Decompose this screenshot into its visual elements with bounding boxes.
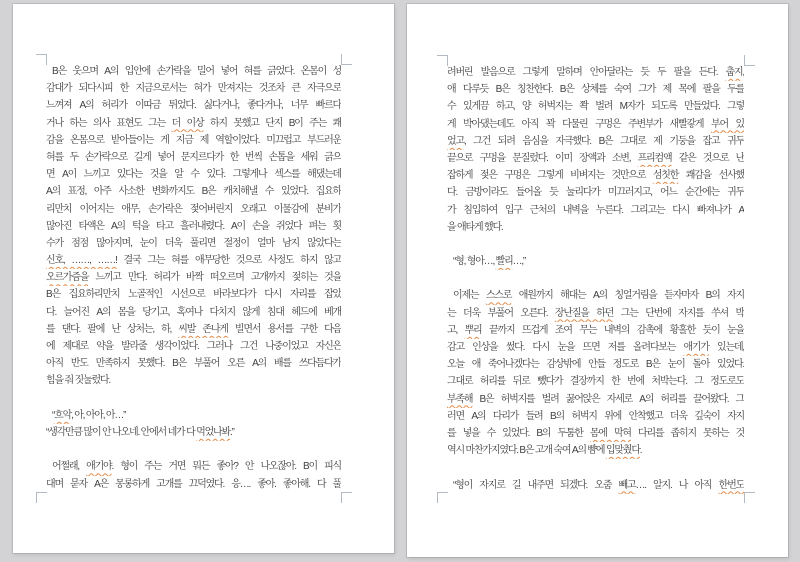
- text-line: [447, 442, 744, 459]
- text-segment: 오늘 애 죽어나겠다는 감상밖에 안들 정도로 B은 눈이 돌아 있었다.: [447, 359, 744, 371]
- text-segment: 아직 반도 만족하지 못했다. B은 부풀어 오른 A의 배를 쓰다듬다가: [46, 358, 341, 370]
- misspelled-text: 한번도: [718, 479, 744, 491]
- text-segment: “생각만큼 많이 안 나오네. 안에서 네가 다: [46, 426, 197, 438]
- text-boundary-mark-top-right: [744, 55, 755, 66]
- text-line: [447, 116, 744, 133]
- text-segment: 를 댄다. 팔에 난 상처는, 하,: [46, 323, 179, 335]
- text-segment: 애 다루듯 B은 칭찬한다. B은 상체를 숙여 그가 제 목에 팔을 두를: [447, 84, 744, 96]
- text-segment: 를 넣을 수 있었다. B의 두툼한: [447, 427, 590, 439]
- text-line: [447, 322, 744, 339]
- text-segment: “: [52, 409, 55, 421]
- text-segment: 다리를 좁히지 못하는 것: [630, 427, 744, 439]
- document-page-right: [407, 4, 788, 557]
- text-segment: B은 집요하리만치 노골적인 시선으로 바라보다가 다시 자리를 잡았: [46, 289, 341, 301]
- text-segment: 가 침입하여 입구 근처의 내벽을 누른다. 그리고는 다시 빠져나가 A: [447, 204, 744, 216]
- text-line: [46, 183, 341, 200]
- text-segment: 쾌감을 선사했: [678, 170, 744, 182]
- text-segment: . 형이 주는 거면 뭐든 좋아? 안 나오잖아. B이 피식: [111, 461, 341, 473]
- text-line: [447, 287, 744, 304]
- text-segment: 수 있게끔 하고, 양 허벅지는 쫙 벌려 M자가 되도록 만들었다. 그렇: [447, 101, 744, 113]
- text-segment: “형이 자지로 길 내주면 되겠다. 오줌: [453, 479, 619, 491]
- text-line: [46, 476, 341, 493]
- text-segment: 에 제대로 약을 발라줄 생각이었다. 그러나 그건 나중이었고 자신은: [46, 341, 341, 352]
- misspelled-text: 섬칫한: [652, 170, 679, 182]
- text-line: [447, 477, 744, 494]
- text-line: [46, 407, 341, 424]
- text-segment: 같은 것으로 난: [671, 152, 744, 164]
- text-segment: 고,: [447, 324, 465, 336]
- page-text-area[interactable]: [447, 64, 744, 494]
- text-segment: …,”: [512, 256, 526, 268]
- text-segment: “형, 형아…,: [453, 256, 496, 268]
- text-line: [447, 219, 744, 236]
- text-segment: 끝까지 뜨겁게 조여 무는 내벽의 감촉에 황홀한 듯이 눈을: [481, 324, 744, 336]
- text-line: [46, 97, 341, 114]
- text-segment: 느끼고 만다. 허리가 바짝 떠오르며 고개까지 젖히는 것을: [88, 272, 341, 284]
- text-line: [447, 425, 744, 442]
- text-segment: 이제는: [453, 290, 486, 302]
- blank-line: [46, 390, 341, 407]
- text-segment: 느껴져 A의 허리가 이따금 튀었다. 싫다거나, 좋다거나, 너무 빠르다: [46, 100, 341, 112]
- text-line: [447, 373, 744, 390]
- text-segment: 잡하게 젖은 구멍은 그렇게 비벼지는 것만으로: [447, 170, 653, 182]
- text-line: [447, 339, 744, 356]
- text-boundary-mark-bottom-right: [744, 492, 755, 503]
- text-segment: 많아진 타액은 A의 턱을 타고 흘러내렸다. A이 손을 쥐었다 펴는 횟: [46, 220, 341, 232]
- text-segment: 그대로 허리를 뒤로 뺐다가 결장까지 한 번에 처박는다. 그 정도로도: [447, 376, 744, 388]
- misspelled-text: 부족해: [447, 393, 473, 405]
- text-segment: 하지 못했고 단지 B이 주는 쾌: [203, 117, 341, 129]
- misspelled-text: 장난질을 하던: [554, 307, 614, 319]
- misspelled-text: 오르가즘을: [46, 272, 89, 284]
- text-segment: , 그건 되려 음심을 자극했다. B은 그대로 제 기둥을 잡고 귀두: [463, 135, 744, 147]
- text-line: [447, 253, 744, 270]
- text-segment: 빌면서 용서를 구한 다음: [227, 323, 341, 335]
- text-segment: B은 허벅지를 벌려 꿇어앉은 자세로 A의 허리를 끌어왔다. 그: [472, 393, 744, 405]
- text-line: [46, 286, 341, 303]
- text-line: [46, 132, 341, 149]
- page-text-area[interactable]: [46, 63, 341, 493]
- text-segment: 게 박아댔는데도 아직 꽉 다물린 구멍은 주변부가 새빨갛게: [447, 118, 711, 130]
- text-boundary-mark-bottom-right: [341, 492, 352, 503]
- text-line: [46, 218, 341, 235]
- text-segment: 있는데,: [708, 342, 744, 353]
- text-line: [447, 133, 744, 150]
- text-line: [46, 458, 341, 475]
- misspelled-text: 먹었나봐: [196, 426, 230, 438]
- misspelled-text: 춥지: [725, 67, 743, 78]
- text-segment: 어쩔래,: [52, 461, 87, 473]
- text-segment: 려버린 발음으로 그렇게 말하며 안아달라는 듯 두 팔을 든다.: [447, 67, 726, 78]
- text-segment: 리만치 이어지는 애무, 손가락은 젖어버린지 오래고 이물감에 분비가: [46, 203, 341, 215]
- text-segment: .”: [229, 426, 234, 438]
- text-line: [46, 355, 341, 372]
- text-boundary-mark-bottom-left: [36, 492, 47, 503]
- text-line: [447, 305, 744, 322]
- misspelled-text: 몸에 막혀: [589, 427, 631, 439]
- misspelled-text: 빼고: [618, 479, 636, 491]
- text-segment: .: [639, 445, 642, 457]
- misspelled-text: 애기야: [86, 461, 112, 473]
- text-line: [447, 202, 744, 219]
- misspelled-text: 입맞췄다: [605, 445, 640, 457]
- text-line: [447, 356, 744, 373]
- text-line: [447, 64, 744, 81]
- misspelled-text: 더 이상: [171, 117, 204, 129]
- text-line: [447, 391, 744, 408]
- text-segment: …. 알지. 나 아직: [635, 479, 719, 491]
- text-line: [46, 338, 341, 355]
- text-segment: 애원까지 해대는 A의 칭얼거림을 듣자마자 B의 자지: [511, 290, 744, 302]
- text-line: [447, 408, 744, 425]
- text-line: [447, 150, 744, 167]
- text-line: [46, 115, 341, 132]
- text-line: [46, 372, 341, 389]
- misspelled-text: 애기가: [683, 342, 709, 353]
- misspelled-text: 뿌리: [464, 324, 482, 336]
- text-segment: 감대가 되다시피 한 지금으로서는 혀가 만져지는 것조차 큰 자극으로: [46, 83, 341, 95]
- text-segment: 힘을 줘 짓눌렀다.: [46, 375, 110, 387]
- text-segment: 그는 단번에 자지를 쑤셔 박: [613, 307, 744, 319]
- text-segment: 결국 그는 혀를 애무당한 것으로 사정도 하지 않고: [116, 255, 341, 267]
- text-segment: 혀를 두 손가락으로 길게 넣어 문지르다가 한 번씩 손톱을 세워 긁으: [46, 151, 341, 163]
- blank-line: [447, 236, 744, 253]
- text-segment: ,: [742, 67, 744, 78]
- text-segment: 러면 A의 다리가 들려 B의 허벅지 위에 안착했고 더욱 깊숙이 자지: [447, 410, 744, 422]
- text-line: [46, 63, 341, 80]
- blank-line: [46, 441, 341, 458]
- misspelled-text: 흐악: [54, 409, 72, 421]
- text-segment: 감고 인상을 썼다. 다시 눈을 뜨면 저를 올려다보는: [447, 342, 684, 353]
- misspelled-text: 씨발 존나게: [178, 323, 228, 335]
- text-segment: 거나 하는 의사 표현도 그는: [46, 117, 172, 129]
- text-segment: 을 애타게 했다.: [447, 221, 503, 233]
- text-segment: B은 웃으며 A의 입안에 손가락을 밀어 넣어 혀를 긁었다. 온몸이 성: [52, 66, 341, 77]
- blank-line: [447, 270, 744, 287]
- text-segment: 수가 점점 많아지며, 눈이 더욱 풀리면 절정이 얼마 남지 않았다는: [46, 237, 341, 249]
- text-line: [46, 304, 341, 321]
- text-segment: 감을 온몸으로 받아들이는 게 지금 제 역할이었다. 미끄럽고 부드러운: [46, 134, 341, 146]
- text-segment: 끝으로 구멍을 문질렀다. 이미 장액과 소변,: [447, 152, 638, 164]
- text-segment: 는 더욱 부풀어 오른다.: [447, 307, 555, 319]
- text-line: [46, 235, 341, 252]
- text-segment: 면 A이 느끼고 있다는 것을 알 수 있다. 그렇게나 섹스를 해댔는데: [46, 169, 341, 181]
- text-boundary-mark-top-right: [341, 54, 352, 65]
- text-line: [447, 184, 744, 201]
- text-segment: , 아, 아아, 아…”: [71, 409, 126, 421]
- misspelled-text: 부어 있: [711, 118, 744, 130]
- text-segment: A의 표정, 아주 사소한 변화까지도 B은 캐치해낼 수 있었다. 집요하: [46, 186, 341, 198]
- misspelled-text: 었고: [447, 135, 464, 147]
- misspelled-text: 신호, ……, ……!: [46, 255, 117, 267]
- misspelled-text: 스스로: [485, 290, 512, 302]
- text-line: [447, 167, 744, 184]
- text-segment: 다. 늘어진 A의 몸을 당기고, 혹여나 다치지 않게 침대 헤드에 베개: [46, 306, 341, 318]
- blank-line: [447, 459, 744, 476]
- text-line: [46, 321, 341, 338]
- misspelled-text: 빨리: [495, 256, 513, 268]
- text-line: [46, 424, 341, 441]
- text-line: [46, 149, 341, 166]
- text-segment: 역시 마찬가지였다. B은 고개 숙여 A의 뺨에: [447, 445, 606, 457]
- document-page-left: [13, 4, 394, 553]
- text-line: [46, 269, 341, 286]
- text-line: [46, 166, 341, 183]
- text-line: [46, 201, 341, 218]
- text-line: [447, 81, 744, 98]
- text-segment: 대며 묻자 A은 몽롱하게 고개를 끄덕였다. 응…. 좋아. 좋아해. 다 풀: [46, 478, 341, 490]
- text-line: [447, 98, 744, 115]
- text-line: [46, 80, 341, 97]
- text-segment: 다. 금방이라도 들어올 듯 눌리다가 미끄러지고, 어느 순간에는 귀두: [447, 187, 744, 199]
- text-line: [46, 252, 341, 269]
- misspelled-text: 프리컴액: [637, 152, 672, 164]
